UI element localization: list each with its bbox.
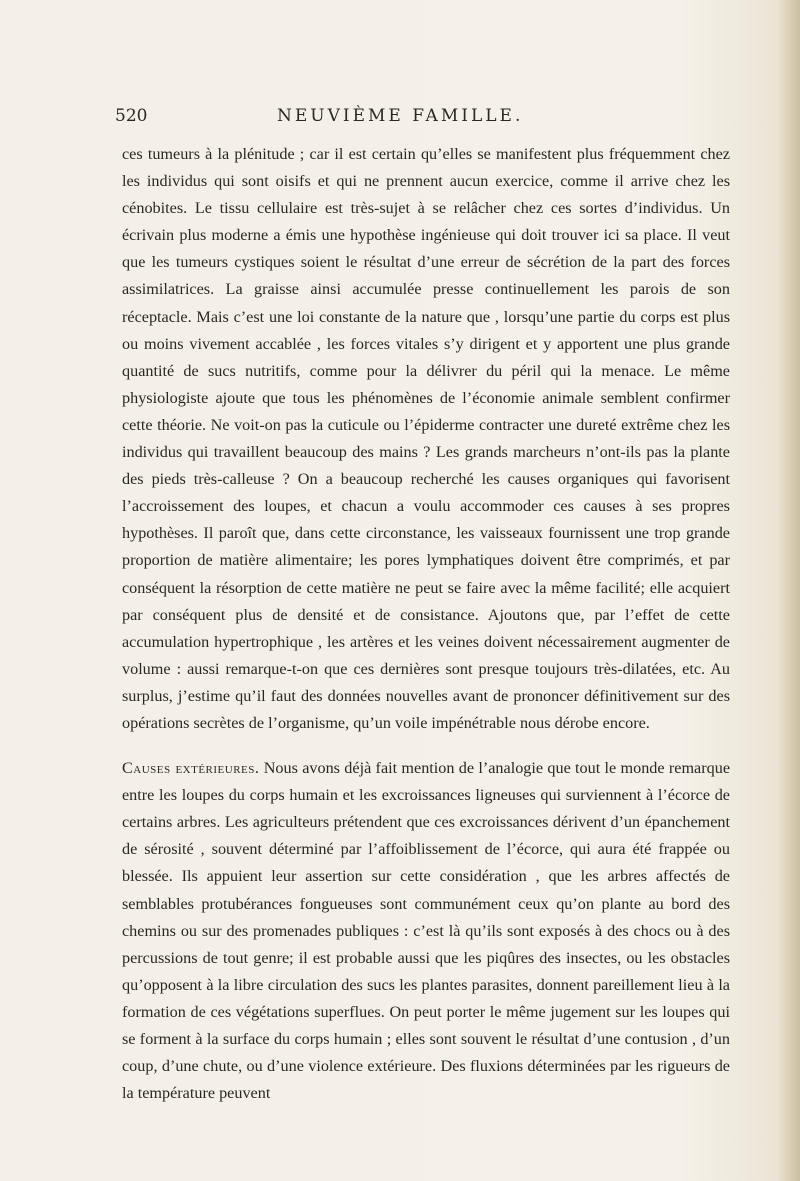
- paragraph-1: ces tumeurs à la plénitude ; car il est certain qu’elles se manifestent plus fréquemment chez les individus qui sont oisifs et qui ne prennent aucun exercice, comme il arrive chez les cénobites. Le tissu cellulaire est très-sujet à se relâcher chez ces sortes d’individus. Un écrivain plus moderne a émis une hypothèse ingénieuse qui doit trouver ici sa place. Il veut que les tumeurs cystiques soient le résultat d’une erreur de sécrétion de la part des forces assimilatrices. La graisse ainsi accumulée presse continuellement les parois de son réceptacle. Mais c’est une loi constante de la nature que , lorsqu’une partie du corps est plus ou moins vivement accablée , les forces vitales s’y dirigent et y apportent une plus grande quantité de sucs nutritifs, comme pour la délivrer du péril qui la menace. Le même physiologiste ajoute que tous les phénomènes de l’économie animale semblent confirmer cette théorie. Ne voit-on pas la cuticule ou l’épiderme contracter une dureté extrême chez les individus qui travaillent beaucoup des mains ? Les grands marcheurs n’ont-ils pas la plante des pieds très-calleuse ? On a beaucoup recherché les causes organiques qui favorisent l’accroissement des loupes, et chacun a voulu accommoder ces causes à ses propres hypothèses. Il paroît que, dans cette circonstance, les vaisseaux fournissent une trop grande proportion de matière alimentaire; les pores lymphatiques doivent être comprimés, et par conséquent la résorption de cette matière ne peut se faire avec la même facilité; elle acquiert par conséquent plus de densité et de consistance. Ajoutons que, par l’effet de cette accumulation hypertrophique , les artères et les veines doivent nécessairement augmenter de volume : aussi remarque-t-on que ces dernières sont presque toujours très-dilatées, etc. Au surplus, j’estime qu’il faut des données nouvelles avant de prononcer définitivement sur des opérations secrètes de l’organisme, qu’un voile impénétrable nous dérobe encore.: [122, 145, 730, 732]
- paragraph-2: [122, 755, 730, 1107]
- page-edge-shadow: [778, 0, 800, 1181]
- paragraph-2-text: Nous avons déjà fait mention de l’analogie que tout le monde remarque entre les loupes du corps humain et les excroissances ligneuses qui surviennent à l’écorce de certains arbres. Les agriculteurs prétendent que ces excroissances dérivent d’un épanchement de sérosité , souvent déterminé par l’affoiblissement de l’écorce, qui aura été frappée ou blessée. Ils appuient leur assertion sur cette considération , que les arbres affectés de semblables protubérances fongueuses sont communément ceux qu’on plante au bord des chemins ou sur des promenades publiques : c’est là qu’ils sont exposés à des chocs ou à des percussions de tout genre; il est probable aussi que les piqûres des insectes, ou les obstacles qu’opposent à la libre circulation des sucs les plantes parasites, donnent pareillement lieu à la formation de ces végétations superflues. On peut porter le même jugement sur les loupes qui se forment à la surface du corps humain ; elles sont souvent le résultat d’une contusion , d’un coup, d’une chute, ou d’une violence extérieure. Des fluxions déterminées par les rigueurs de la température peuvent: [122, 759, 731, 1103]
- page-header: [115, 106, 715, 136]
- page-number: 520: [115, 106, 148, 126]
- section-heading: Causes extérieures.: [122, 759, 260, 778]
- running-title: NEUVIÈME FAMILLE.: [277, 106, 524, 126]
- body-text: [122, 141, 730, 1107]
